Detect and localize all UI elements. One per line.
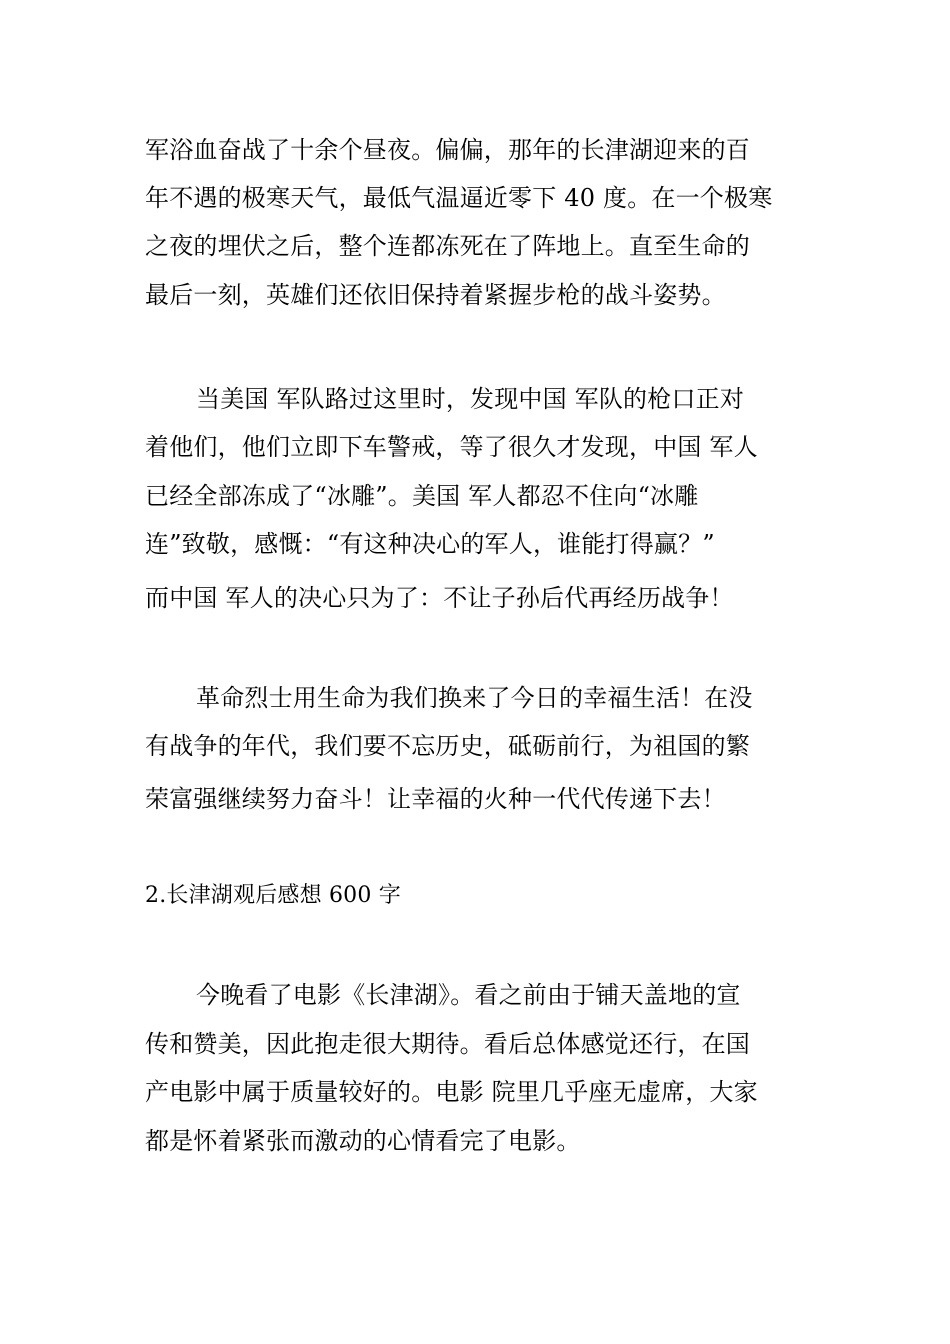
section-heading: 2.长津湖观后感想 600 字 (145, 883, 401, 908)
text-line: 革命烈士用生命为我们换来了今日的幸福生活！在没 (196, 684, 753, 712)
text-line: 产电影中属于质量较好的。电影 院里几乎座无虚席，大家 (145, 1078, 758, 1106)
text-line: 当美国 军队路过这里时，发现中国 军队的枪口正对 (196, 385, 745, 413)
text-line: 之夜的埋伏之后，整个连都冻死在了阵地上。直至生命的 (145, 232, 750, 260)
text-line: 已经全部冻成了“冰雕”。美国 军人都忍不住向“冰雕 (145, 482, 699, 510)
text-line: 都是怀着紧张而激动的心情看完了电影。 (145, 1127, 581, 1155)
text-line: 传和赞美，因此抱走很大期待。看后总体感觉还行，在国 (145, 1030, 750, 1058)
text-line: 有战争的年代，我们要不忘历史，砥砺前行，为祖国的繁 (145, 732, 750, 760)
text-line: 连”致敬，感慨：“有这种决心的军人，谁能打得赢？” (145, 530, 715, 558)
text-line: 而中国 军人的决心只为了：不让子孙后代再经历战争！ (145, 584, 734, 612)
text-line: 最后一刻，英雄们还依旧保持着紧握步枪的战斗姿势。 (145, 281, 726, 309)
text-line: 着他们，他们立即下车警戒，等了很久才发现，中国 军人 (145, 433, 758, 461)
text-line: 今晚看了电影《长津湖》。看之前由于铺天盖地的宣 (196, 981, 741, 1009)
text-line: 年不遇的极寒天气，最低气温逼近零下 40 度。在一个极寒 (145, 184, 773, 212)
text-line: 荣富强继续努力奋斗！让幸福的火种一代代传递下去！ (145, 785, 726, 813)
text-line: 军浴血奋战了十余个昼夜。偏偏，那年的长津湖迎来的百 (145, 136, 750, 164)
